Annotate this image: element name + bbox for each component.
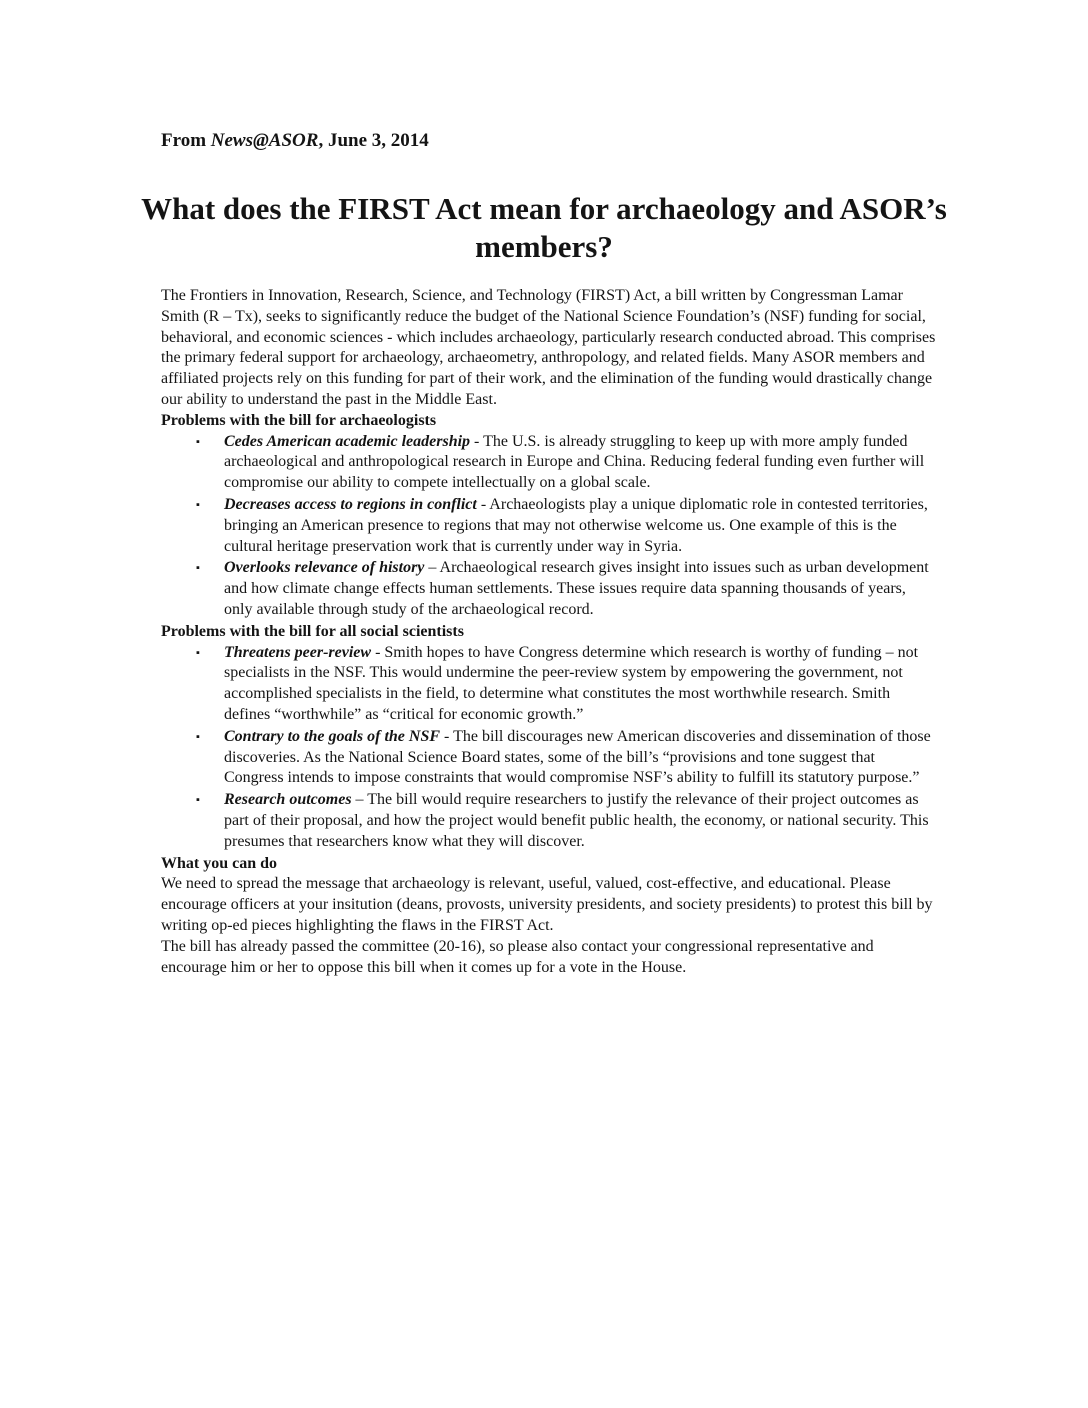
item-text: – Archaeological research gives insight into issues such as urban development and how climate change effects human settlements. These issues require data spanning thousands of years, only available through study of the archaeological record. [224, 559, 929, 618]
list-item [161, 495, 937, 557]
bullet-icon: ▪ [196, 435, 200, 448]
item-text: - The bill discourages new American discoveries and dissemination of those discoveries. As the National Science Board states, some of the bill’s “provisions and tone suggest that Congress intends to impose constraints that would compromise NSF’s ability to fulfill its statutory purpose.” [224, 727, 931, 787]
list-item [161, 643, 937, 726]
article-title: What does the FIRST Act mean for archaeology and ASOR’s members? [141, 191, 947, 264]
section-heading-social-scientists: Problems with the bill for all social scientists [161, 622, 464, 640]
item-lead: Contrary to the goals of the NSF [224, 727, 441, 745]
item-lead: Threatens peer-review [224, 643, 372, 661]
item-lead: Decreases access to regions in conflict [224, 495, 477, 513]
item-text: - Smith hopes to have Congress determine which research is worthy of funding – not specialists in the NSF. This would undermine the peer-review system by empowering the government, not accomplished specialists in the field, to determine what constitutes the most worthwhile research. Smith defines “worthwhile” as “critical for economic growth.” [224, 643, 919, 723]
item-lead: Research outcomes [224, 791, 352, 809]
list-item [161, 790, 937, 852]
section-heading-what-you-can-do: What you can do [161, 854, 278, 872]
item-text: - Archaeologists play a unique diplomatic role in contested territories, bringing an American presence to regions that may not otherwise welcome us. One example of this is the cultural heritage preservation work that is currently under way in Syria. [224, 495, 928, 555]
section-heading-archaeologists: Problems with the bill for archaeologists [161, 411, 437, 429]
social-scientists-problem-list [161, 643, 937, 853]
source-prefix: From [161, 130, 211, 151]
bullet-icon: ▪ [196, 498, 200, 511]
item-text: - The U.S. is already struggling to keep up with more amply funded archaeological and anthropological research in Europe and China. Reducing federal funding even further will compromise our ability to compete intellectually on a global scale. [224, 432, 925, 492]
list-item [161, 727, 937, 789]
source-publication: News@ASOR [210, 130, 319, 151]
intro-paragraph: The Frontiers in Innovation, Research, Science, and Technology (FIRST) Act, a bill written by Congressman Lamar Smith (R – Tx), seeks to significantly reduce the budget of the National Science Foundation’s (NSF) funding for social, behavioral, and economic sciences - which includes archaeology, particularly research conducted abroad. This comprises the primary federal support for archaeology, archaeometry, anthropology, and related fields. Many ASOR members and affiliated projects rely on this funding for part of their work, and the elimination of the funding would drastically change our ability to understand the past in the Middle East. [161, 287, 936, 408]
action-paragraph: The bill has already passed the committee (20-16), so please also contact your congressional representative and encourage him or her to oppose this bill when it comes up for a vote in the House. [161, 937, 874, 976]
bullet-icon: ▪ [196, 646, 200, 659]
bullet-icon: ▪ [196, 562, 200, 575]
article-body [161, 286, 937, 978]
source-date: , June 3, 2014 [318, 130, 429, 151]
archaeologists-problem-list [161, 432, 937, 621]
bullet-icon: ▪ [196, 730, 200, 743]
item-lead: Overlooks relevance of history [224, 559, 425, 577]
source-line [161, 129, 429, 153]
bullet-icon: ▪ [196, 794, 200, 807]
list-item [161, 432, 937, 494]
list-item [161, 558, 937, 620]
item-lead: Cedes American academic leadership [224, 432, 471, 450]
action-paragraph: We need to spread the message that archaeology is relevant, useful, valued, cost-effective, and educational. Please encourage officers at your insitution (deans, provosts, university presidents, and society presidents) to protest this bill by writing op-ed pieces highlighting the flaws in the FIRST Act. [161, 875, 933, 934]
item-text: – The bill would require researchers to justify the relevance of their project outcomes as part of their proposal, and how the project would benefit public health, the economy, or national security. This presumes that researchers know what they will discover. [224, 791, 929, 850]
